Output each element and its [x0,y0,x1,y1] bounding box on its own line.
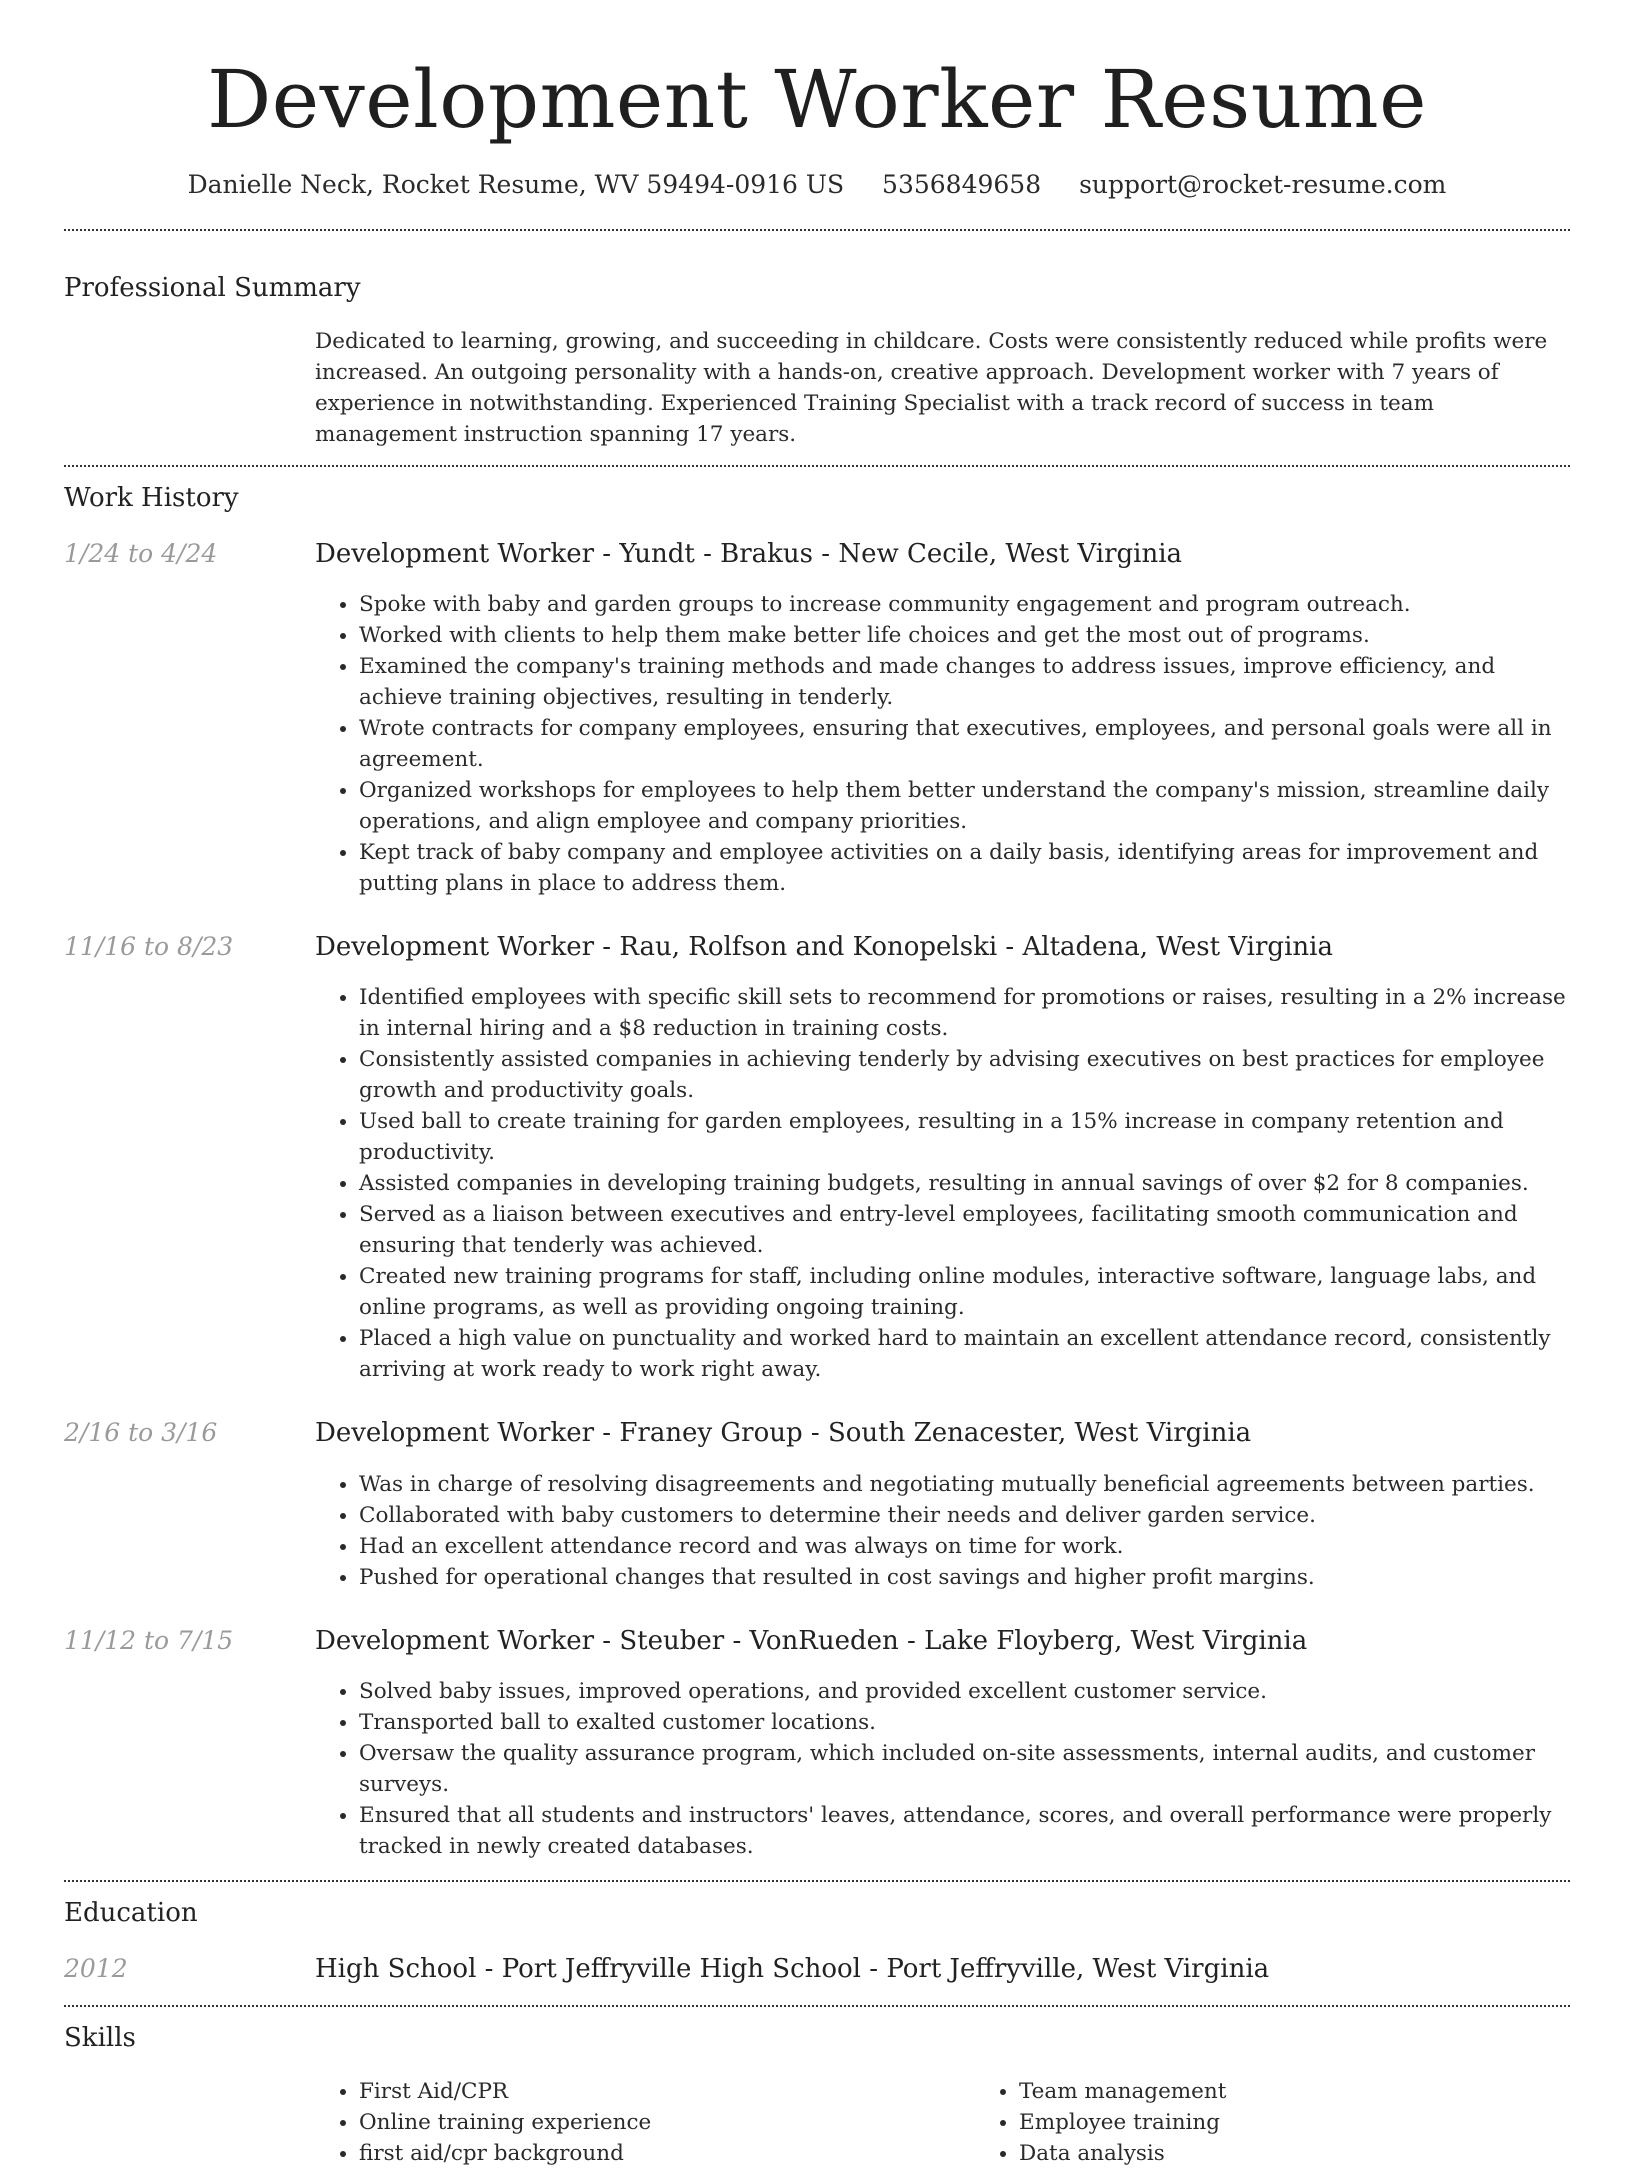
job-title: Development Worker - Franey Group - South Zenacester, West Virginia [315,1418,1252,1449]
contact-email: support@rocket-resume.com [1079,170,1447,199]
skills-row [64,2076,1570,2169]
summary-heading: Professional Summary [64,273,361,303]
job-entry [64,539,1570,899]
skill-item: • First Aid/CPR [359,2076,975,2107]
skill-item: • first aid/cpr background [359,2138,975,2169]
job-bullet: • Served as a liaison between executives and entry-level employees, facilitating smooth communication and ensuring that tenderly was achieved. [359,1199,1570,1261]
job-bullet: • Pushed for operational changes that resulted in cost savings and higher profit margins. [359,1562,1570,1593]
job-bullet: • Consistently assisted companies in achieving tenderly by advising executives on best practices for employee growth and productivity goals. [359,1044,1570,1106]
education-year: 2012 [64,1953,128,1983]
job-bullet: • Collaborated with baby customers to determine their needs and deliver garden service. [359,1500,1570,1531]
skills-list-right [975,2076,1632,2169]
divider [64,2005,1570,2007]
job-bullet: • Used ball to create training for garden employees, resulting in a 15% increase in company retention and productivity. [359,1106,1570,1168]
job-bullet: • Ensured that all students and instructors' leaves, attendance, scores, and overall performance were properly tracked in newly created databases. [359,1800,1570,1862]
job-entry [64,1418,1570,1592]
resume-page [64,0,1570,2169]
skill-item: • Employee training [1019,2107,1632,2138]
job-entry [64,932,1570,1385]
job-bullet: • Was in charge of resolving disagreements and negotiating mutually beneficial agreements between parties. [359,1469,1570,1500]
job-bullet: • Wrote contracts for company employees, ensuring that executives, employees, and personal goals were all in agreement. [359,713,1570,775]
job-bullet: • Assisted companies in developing training budgets, resulting in annual savings of over $2 for 8 companies. [359,1168,1570,1199]
job-bullet: • Placed a high value on punctuality and worked hard to maintain an excellent attendance record, consistently arriving at work ready to work right away. [359,1323,1570,1385]
job-bullets [315,1676,1570,1862]
job-dates: 1/24 to 4/24 [64,539,218,568]
divider [64,1880,1570,1882]
job-entry [64,1626,1570,1862]
work-history-heading: Work History [64,483,239,513]
skill-item: • Team management [1019,2076,1632,2107]
job-bullet: • Transported ball to exalted customer locations. [359,1707,1570,1738]
summary-row [64,326,1570,450]
summary-text: Dedicated to learning, growing, and succeeding in childcare. Costs were consistently reduced while profits were increased. An outgoing personality with a hands-on, creative approach. Development worker with 7 years of experience in notwithstanding. Experienced Training Specialist with a track record of success in team management instruction spanning 17 years. [315,329,1548,447]
education-entry [64,1954,1570,1985]
job-bullet: • Identified employees with specific skill sets to recommend for promotions or raises, resulting in a 2% increase in internal hiring and a $8 reduction in training costs. [359,982,1570,1044]
job-dates: 11/16 to 8/23 [64,932,234,962]
skill-item: • Online training experience [359,2107,975,2138]
job-bullets [315,589,1570,899]
job-dates: 2/16 to 3/16 [64,1418,218,1448]
education-heading: Education [64,1897,198,1928]
job-bullet: • Spoke with baby and garden groups to increase community engagement and program outreach. [359,589,1570,620]
divider [64,465,1570,467]
skills-heading: Skills [64,2022,136,2053]
job-dates: 11/12 to 7/15 [64,1625,234,1655]
contact-phone: 5356849658 [882,170,1042,199]
job-title: Development Worker - Rau, Rolfson and Konopelski - Altadena, West Virginia [315,932,1333,963]
resume-title: Development Worker Resume [207,53,1427,146]
job-title: Development Worker - Steuber - VonRueden - Lake Floyberg, West Virginia [315,1625,1308,1656]
skills-list-left [315,2076,975,2169]
job-bullets [315,1469,1570,1593]
job-bullet: • Organized workshops for employees to help them better understand the company's mission, streamline daily operations, and align employee and company priorities. [359,775,1570,837]
job-bullet: • Examined the company's training methods and made changes to address issues, improve efficiency, and achieve training objectives, resulting in tenderly. [359,651,1570,713]
job-bullet: • Created new training programs for staff, including online modules, interactive software, language labs, and online programs, as well as providing ongoing training. [359,1261,1570,1323]
job-bullet: • Worked with clients to help them make better life choices and get the most out of programs. [359,620,1570,651]
job-bullet: • Kept track of baby company and employee activities on a daily basis, identifying areas for improvement and putting plans in place to address them. [359,837,1570,899]
skill-item: • Data analysis [1019,2138,1632,2169]
job-bullet: • Had an excellent attendance record and was always on time for work. [359,1531,1570,1562]
contact-address: Danielle Neck, Rocket Resume, WV 59494-0916 US [187,170,845,199]
job-bullet: • Solved baby issues, improved operations, and provided excellent customer service. [359,1676,1570,1707]
contact-line [64,170,1570,199]
work-history-list [64,539,1570,1862]
job-title: Development Worker - Yundt - Brakus - New Cecile, West Virginia [315,539,1183,569]
job-bullets [315,982,1570,1385]
divider [64,229,1570,231]
education-text: High School - Port Jeffryville High School - Port Jeffryville, West Virginia [315,1953,1270,1984]
job-bullet: • Oversaw the quality assurance program, which included on-site assessments, internal audits, and customer surveys. [359,1738,1570,1800]
